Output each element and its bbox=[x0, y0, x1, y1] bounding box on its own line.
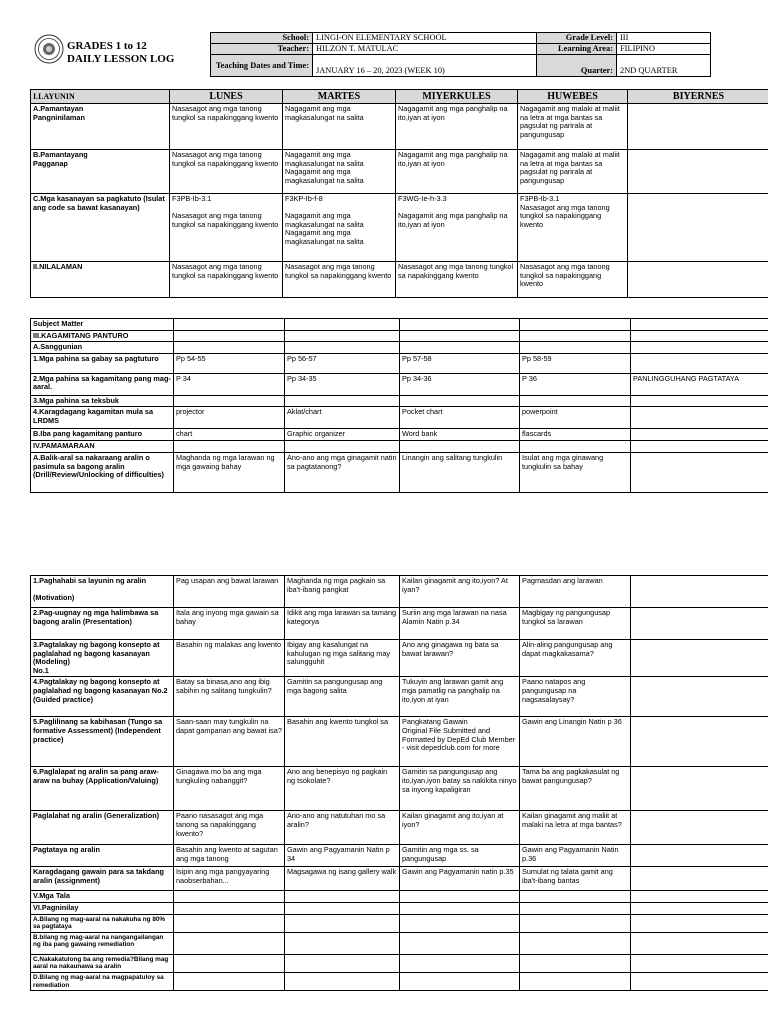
table-cell: Nagagamit ang mga magkasalungat na salita bbox=[283, 104, 396, 150]
table-row bbox=[31, 717, 768, 767]
table-cell: Gamitin ang mga ss. sa pangungusap bbox=[400, 845, 520, 867]
row-label: 3.Pagtalakay ng bagong konsepto at paglalahad ng bagong kasanayan (Modeling) No.1 bbox=[31, 640, 174, 677]
table-cell: projector bbox=[174, 407, 285, 429]
table-row bbox=[31, 262, 768, 298]
row-label: 2.Pag-uugnay ng mga halimbawa sa bagong aralin (Presentation) bbox=[31, 608, 174, 640]
table-cell bbox=[631, 811, 768, 845]
table-cell: Pp 34-35 bbox=[285, 373, 400, 395]
dates-value: JANUARY 16 – 20, 2023 (WEEK 10) bbox=[313, 55, 537, 77]
table-cell: Gawin ang Pagyamanin Natin p 34 bbox=[285, 845, 400, 867]
row-label: 3.Mga pahina sa teksbuk bbox=[31, 395, 174, 407]
table-cell: chart bbox=[174, 429, 285, 441]
table-cell bbox=[174, 914, 285, 932]
table-cell bbox=[285, 330, 400, 342]
table-cell: Pagmasdan ang larawan bbox=[520, 576, 631, 608]
table-cell bbox=[631, 902, 768, 914]
table-row bbox=[31, 452, 768, 492]
table-cell bbox=[285, 395, 400, 407]
row-label: 4.Karagdagang kagamitan mula sa LRDMS bbox=[31, 407, 174, 429]
table-cell: Word bank bbox=[400, 429, 520, 441]
table-cell: Nasasagot ang mga tanong tungkol sa napakinggang kwento bbox=[518, 262, 628, 298]
school-value: LINGI-ON ELEMENTARY SCHOOL bbox=[313, 33, 537, 44]
table-cell bbox=[400, 342, 520, 354]
table-cell: Gawin ang Linangin Natin p 36 bbox=[520, 717, 631, 767]
table-cell: Basahin ng malakas ang kwento bbox=[174, 640, 285, 677]
table-cell: Pocket chart bbox=[400, 407, 520, 429]
title-line2: DAILY LESSON LOG bbox=[67, 53, 175, 65]
table-cell bbox=[174, 319, 285, 331]
col-header-biyernes: BIYERNES bbox=[628, 90, 768, 104]
table-row bbox=[31, 677, 768, 717]
row-label: B.Iba pang kagamitang panturo bbox=[31, 429, 174, 441]
table-cell bbox=[631, 429, 768, 441]
table-cell bbox=[631, 954, 768, 972]
table-cell bbox=[631, 452, 768, 492]
table-cell: Maghanda ng mga pagkain sa iba't-ibang pangkat bbox=[285, 576, 400, 608]
table-cell bbox=[174, 954, 285, 972]
col-header-huwebes: HUWEBES bbox=[518, 90, 628, 104]
table-cell: Isipin ang mga pangyayaring naobserbahan... bbox=[174, 867, 285, 891]
table-cell bbox=[628, 150, 768, 194]
table-cell bbox=[631, 717, 768, 767]
table-cell bbox=[285, 972, 400, 990]
table-cell bbox=[628, 104, 768, 150]
table-cell: Tama ba ang pagkakasulat ng bawat pangungusap? bbox=[520, 767, 631, 811]
table-cell: Nasasagot ang mga tanong tungkol sa napakinggang kwento bbox=[283, 262, 396, 298]
table-row bbox=[31, 429, 768, 441]
table-cell bbox=[628, 262, 768, 298]
table-cell bbox=[628, 194, 768, 262]
col-header-layunin: I.LAYUNIN bbox=[31, 90, 170, 104]
table-cell bbox=[174, 441, 285, 453]
table-row bbox=[31, 608, 768, 640]
table-cell: Ano-ano ang natutuhan mo sa aralin? bbox=[285, 811, 400, 845]
table-cell: Kailan ginagamit ang maliit at malaki na letra at mga bantas? bbox=[520, 811, 631, 845]
table-row bbox=[31, 954, 768, 972]
area-value: FILIPINO bbox=[617, 44, 711, 55]
table-row bbox=[31, 972, 768, 990]
row-label: II.NILALAMAN bbox=[31, 262, 170, 298]
row-label: 6.Paglalapat ng aralin sa pang araw-araw na buhay (Application/Valuing) bbox=[31, 767, 174, 811]
table-row bbox=[31, 902, 768, 914]
table-row bbox=[31, 441, 768, 453]
table-cell: Magsagawa ng isang gallery walk bbox=[285, 867, 400, 891]
table-cell: Paano nasasagot ang mga tanong sa napakinggang kwento? bbox=[174, 811, 285, 845]
table-cell bbox=[520, 902, 631, 914]
row-label: Subject Matter bbox=[31, 319, 174, 331]
table-cell: Alin-aling pangungusap ang dapat magkakasama? bbox=[520, 640, 631, 677]
table-cell bbox=[631, 319, 768, 331]
table-cell: F3PB-Ib-3.1 Nasasagot ang mga tanong tungkol sa napakinggang kwento bbox=[170, 194, 283, 262]
deped-seal-icon bbox=[34, 34, 64, 64]
area-label: Learning Area: bbox=[537, 44, 617, 55]
table-cell: Gawin ang Pagyamanin Natin p.36 bbox=[520, 845, 631, 867]
table-cell: Pangkatang Gawain Original File Submitted and Formatted by DepEd Club Member - visit depedclub.com for more bbox=[400, 717, 520, 767]
table-cell: Pp 56-57 bbox=[285, 353, 400, 373]
materials-table bbox=[30, 318, 768, 493]
row-label: 1.Paghahabi sa layunin ng aralin (Motivation) bbox=[31, 576, 174, 608]
row-label: B.Pamantayang Pagganap bbox=[31, 150, 170, 194]
table-cell: Graphic organizer bbox=[285, 429, 400, 441]
table-cell: Gawin ang Pagyamanin natin p.35 bbox=[400, 867, 520, 891]
table-row bbox=[31, 845, 768, 867]
table-cell: Aklat/chart bbox=[285, 407, 400, 429]
table-cell bbox=[631, 395, 768, 407]
table-cell bbox=[520, 954, 631, 972]
title-line1: GRADES 1 to 12 bbox=[67, 40, 147, 52]
table-cell bbox=[520, 441, 631, 453]
table-cell: Ibigay ang kasalungat na kahulugan ng mga salitang may salungguhit bbox=[285, 640, 400, 677]
table-row bbox=[31, 150, 768, 194]
table-cell: Pp 34-36 bbox=[400, 373, 520, 395]
table-row bbox=[31, 811, 768, 845]
table-cell bbox=[631, 767, 768, 811]
row-label: 2.Mga pahina sa kagamitang pang mag-aaral. bbox=[31, 373, 174, 395]
table-cell: Pag usapan ang bawat larawan bbox=[174, 576, 285, 608]
table-cell: Linangin ang salitang tungkulin bbox=[400, 452, 520, 492]
table-cell: Pp 58-59 bbox=[520, 353, 631, 373]
table-cell bbox=[400, 891, 520, 903]
table-row bbox=[31, 104, 768, 150]
table-cell bbox=[400, 395, 520, 407]
table-cell: Nagagamit ang mga panghalip na ito,iyan at iyon bbox=[396, 150, 518, 194]
table-cell: Kailan ginagamit ang ito,iyan at iyon? bbox=[400, 811, 520, 845]
header-info-table bbox=[210, 32, 711, 77]
row-label: VI.Pagninilay bbox=[31, 902, 174, 914]
table-cell bbox=[174, 342, 285, 354]
table-cell bbox=[174, 932, 285, 954]
table-cell: Nagagamit ang mga magkasalungat na salita Nagagamit ang mga magkasalungat na salita bbox=[283, 150, 396, 194]
table-row bbox=[31, 891, 768, 903]
table-cell bbox=[400, 972, 520, 990]
table-cell bbox=[400, 914, 520, 932]
table-cell bbox=[631, 891, 768, 903]
table-cell bbox=[520, 330, 631, 342]
table-cell: Nasasagot ang mga tanong tungkol sa napakinggang kwento bbox=[396, 262, 518, 298]
table-row bbox=[31, 640, 768, 677]
table-cell bbox=[285, 891, 400, 903]
table-cell bbox=[285, 954, 400, 972]
table-cell bbox=[400, 902, 520, 914]
row-label: A.Sanggunian bbox=[31, 342, 174, 354]
row-label: 4.Pagtalakay ng bagong konsepto at paglalahad ng bagong kasanayan No.2 (Guided practice) bbox=[31, 677, 174, 717]
table-row bbox=[31, 576, 768, 608]
procedure-table bbox=[30, 575, 768, 991]
table-cell: Nagagamit ang mga panghalip na ito,iyan at iyon bbox=[396, 104, 518, 150]
table-cell: Sumulat ng talata gamit ang iba't-ibang bantas bbox=[520, 867, 631, 891]
table-cell bbox=[631, 972, 768, 990]
row-label: III.KAGAMITANG PANTURO bbox=[31, 330, 174, 342]
row-label: C.Nakakatulong ba ang remedia?Bilang mag aaral na nakaunawa sa aralin bbox=[31, 954, 174, 972]
table-row bbox=[31, 767, 768, 811]
table-cell bbox=[520, 319, 631, 331]
table-cell bbox=[631, 845, 768, 867]
table-cell bbox=[520, 395, 631, 407]
grade-label: Grade Level: bbox=[537, 33, 617, 44]
table-cell: Nasasagot ang mga tanong tungkol sa napakinggang kwento bbox=[170, 150, 283, 194]
row-label: D.Bilang ng mag-aaral na magpapatuloy sa remediation bbox=[31, 972, 174, 990]
row-label: V.Mga Tala bbox=[31, 891, 174, 903]
table-row bbox=[31, 353, 768, 373]
teacher-value: HILZON T. MATULAC bbox=[313, 44, 537, 55]
table-cell bbox=[174, 902, 285, 914]
table-cell bbox=[285, 342, 400, 354]
row-label: 1.Mga pahina sa gabay sa pagtuturo bbox=[31, 353, 174, 373]
teacher-label: Teacher: bbox=[211, 44, 313, 55]
table-cell: Ano ang ginagawa ng bata sa bawat larawan? bbox=[400, 640, 520, 677]
table-cell bbox=[631, 576, 768, 608]
quarter-value: 2ND QUARTER bbox=[617, 55, 711, 77]
table-cell bbox=[400, 932, 520, 954]
table-cell bbox=[285, 914, 400, 932]
table-cell bbox=[631, 342, 768, 354]
table-cell bbox=[631, 608, 768, 640]
table-row bbox=[31, 319, 768, 331]
row-label: C.Mga kasanayan sa pagkatuto (Isulat ang code sa bawat kasanayan) bbox=[31, 194, 170, 262]
table-cell bbox=[174, 972, 285, 990]
table-cell bbox=[520, 914, 631, 932]
table-cell: Paano natapos ang pangungusap na nagsasalaysay? bbox=[520, 677, 631, 717]
table-cell bbox=[400, 319, 520, 331]
table-cell: Nasasagot ang mga tanong tungkol sa napakinggang kwento bbox=[170, 104, 283, 150]
table-row bbox=[31, 373, 768, 395]
table-cell: P 36 bbox=[520, 373, 631, 395]
col-header-martes: MARTES bbox=[283, 90, 396, 104]
table-row bbox=[31, 867, 768, 891]
table-cell: powerpoint bbox=[520, 407, 631, 429]
table-cell: Nagagamit ang malaki at maliit na letra at mga bantas sa pagsulat ng parirala at pangungusap bbox=[518, 150, 628, 194]
col-header-lunes: LUNES bbox=[170, 90, 283, 104]
row-label: Paglalahat ng aralin (Generalization) bbox=[31, 811, 174, 845]
table-cell: Ginagawa mo ba ang mga tungkuling nabanggit? bbox=[174, 767, 285, 811]
table-cell: Basahin ang kwento at sagutan ang mga tanong bbox=[174, 845, 285, 867]
table-cell: PANLINGGUHANG PAGTATAYA bbox=[631, 373, 768, 395]
row-label: Karagdagang gawain para sa takdang aralin (assignment) bbox=[31, 867, 174, 891]
table-cell: Ano-ano ang mga ginagamit natin sa pagtatanong? bbox=[285, 452, 400, 492]
row-label: A.Bilang ng mag-aaral na nakakuha ng 80% sa pagtataya bbox=[31, 914, 174, 932]
table-cell: F3WG-Ie-h-3.3 Nagagamit ang mga panghalip na ito,iyan at iyon bbox=[396, 194, 518, 262]
table-cell bbox=[400, 330, 520, 342]
school-label: School: bbox=[211, 33, 313, 44]
table-cell bbox=[400, 441, 520, 453]
table-cell bbox=[400, 954, 520, 972]
table-cell: Magbigay ng pangungusap tungkol sa larawan bbox=[520, 608, 631, 640]
table-cell bbox=[631, 353, 768, 373]
table-cell bbox=[631, 330, 768, 342]
row-label: B.bilang ng mag-aaral na nangangailangan ng iba pang gawaing remediation bbox=[31, 932, 174, 954]
grade-value: III bbox=[617, 33, 711, 44]
objectives-table bbox=[30, 89, 768, 298]
table-cell: Nasasagot ang mga tanong tungkol sa napakinggang kwento bbox=[170, 262, 283, 298]
table-cell bbox=[631, 867, 768, 891]
col-header-miyerkules: MIYERKULES bbox=[396, 90, 518, 104]
table-cell bbox=[520, 891, 631, 903]
table-cell bbox=[631, 932, 768, 954]
table-cell bbox=[520, 342, 631, 354]
table-row bbox=[31, 194, 768, 262]
table-cell bbox=[285, 902, 400, 914]
table-cell: Nagagamit ang malaki at maliit na letra at mga bantas sa pagsulat ng parirala at pangungusap bbox=[518, 104, 628, 150]
table-cell bbox=[520, 932, 631, 954]
table-cell: Isulat ang mga ginawang tungkulin sa bahay bbox=[520, 452, 631, 492]
table-cell bbox=[520, 972, 631, 990]
table-cell: F3KP-Ib-f-8 Nagagamit ang mga magkasalungat na salita Nagagamit ang mga magkasalungat na salita bbox=[283, 194, 396, 262]
table-row bbox=[31, 407, 768, 429]
table-cell: P 34 bbox=[174, 373, 285, 395]
table-cell: F3PB-Ib-3.1 Nasasagot ang mga tanong tungkol sa napakinggang kwento bbox=[518, 194, 628, 262]
table-cell bbox=[631, 640, 768, 677]
table-cell: Kailan ginagamit ang ito,iyon? At iyan? bbox=[400, 576, 520, 608]
table-cell bbox=[631, 914, 768, 932]
table-cell bbox=[285, 319, 400, 331]
table-cell: Suriin ang mga larawan na nasa Alamin Natin p.34 bbox=[400, 608, 520, 640]
table-cell bbox=[174, 330, 285, 342]
header-block bbox=[30, 32, 768, 80]
table-cell: Tukuyin ang larawan gamit ang mga pamatlig na panghalip na ito,iyon at iyan bbox=[400, 677, 520, 717]
table-row bbox=[31, 342, 768, 354]
row-label: IV.PAMAMARAAN bbox=[31, 441, 174, 453]
table-cell bbox=[631, 441, 768, 453]
table-cell bbox=[631, 677, 768, 717]
table-cell: Basahin ang kwento tungkol sa bbox=[285, 717, 400, 767]
table-cell: Itala ang inyong mga gawain sa bahay bbox=[174, 608, 285, 640]
table-row bbox=[31, 330, 768, 342]
table-cell: Pp 54-55 bbox=[174, 353, 285, 373]
table-cell: Saan-saan may tungkulin na dapat gampanan ang bawat isa? bbox=[174, 717, 285, 767]
table-cell: flascards bbox=[520, 429, 631, 441]
quarter-label: Quarter: bbox=[537, 55, 617, 77]
row-label: 5.Paglilinang sa kabihasan (Tungo sa formative Assessment) (Independent practice) bbox=[31, 717, 174, 767]
table-cell: Gamitin sa pangungusap ang mga bagong salita bbox=[285, 677, 400, 717]
table-cell bbox=[174, 891, 285, 903]
table-cell bbox=[174, 395, 285, 407]
table-cell: Pp 57-58 bbox=[400, 353, 520, 373]
table-row bbox=[31, 914, 768, 932]
row-label: A.Pamantayan Pangninilaman bbox=[31, 104, 170, 150]
table-cell: Ano ang benepisyo ng pagkain ng tsokolate? bbox=[285, 767, 400, 811]
table-cell: Gamitin sa pangungusap ang ito,iyan,iyon batay sa nakikita ninyo sa inyong kapaligiran bbox=[400, 767, 520, 811]
table-cell: Batay sa binasa,ano ang ibig sabihin ng salitang tungkulin? bbox=[174, 677, 285, 717]
table-row bbox=[31, 395, 768, 407]
table-cell: Maghanda ng mga larawan ng mga gawaing bahay bbox=[174, 452, 285, 492]
table-cell bbox=[285, 441, 400, 453]
table-cell bbox=[285, 932, 400, 954]
dates-label: Teaching Dates and Time: bbox=[211, 55, 313, 77]
table-row bbox=[31, 932, 768, 954]
table-cell: Idikit ang mga larawan sa tamang kategorya bbox=[285, 608, 400, 640]
table-cell bbox=[631, 407, 768, 429]
row-label: A.Balik-aral sa nakaraang aralin o pasimula sa bagong aralin (Drill/Review/Unlocking of difficulties) bbox=[31, 452, 174, 492]
row-label: Pagtataya ng aralin bbox=[31, 845, 174, 867]
